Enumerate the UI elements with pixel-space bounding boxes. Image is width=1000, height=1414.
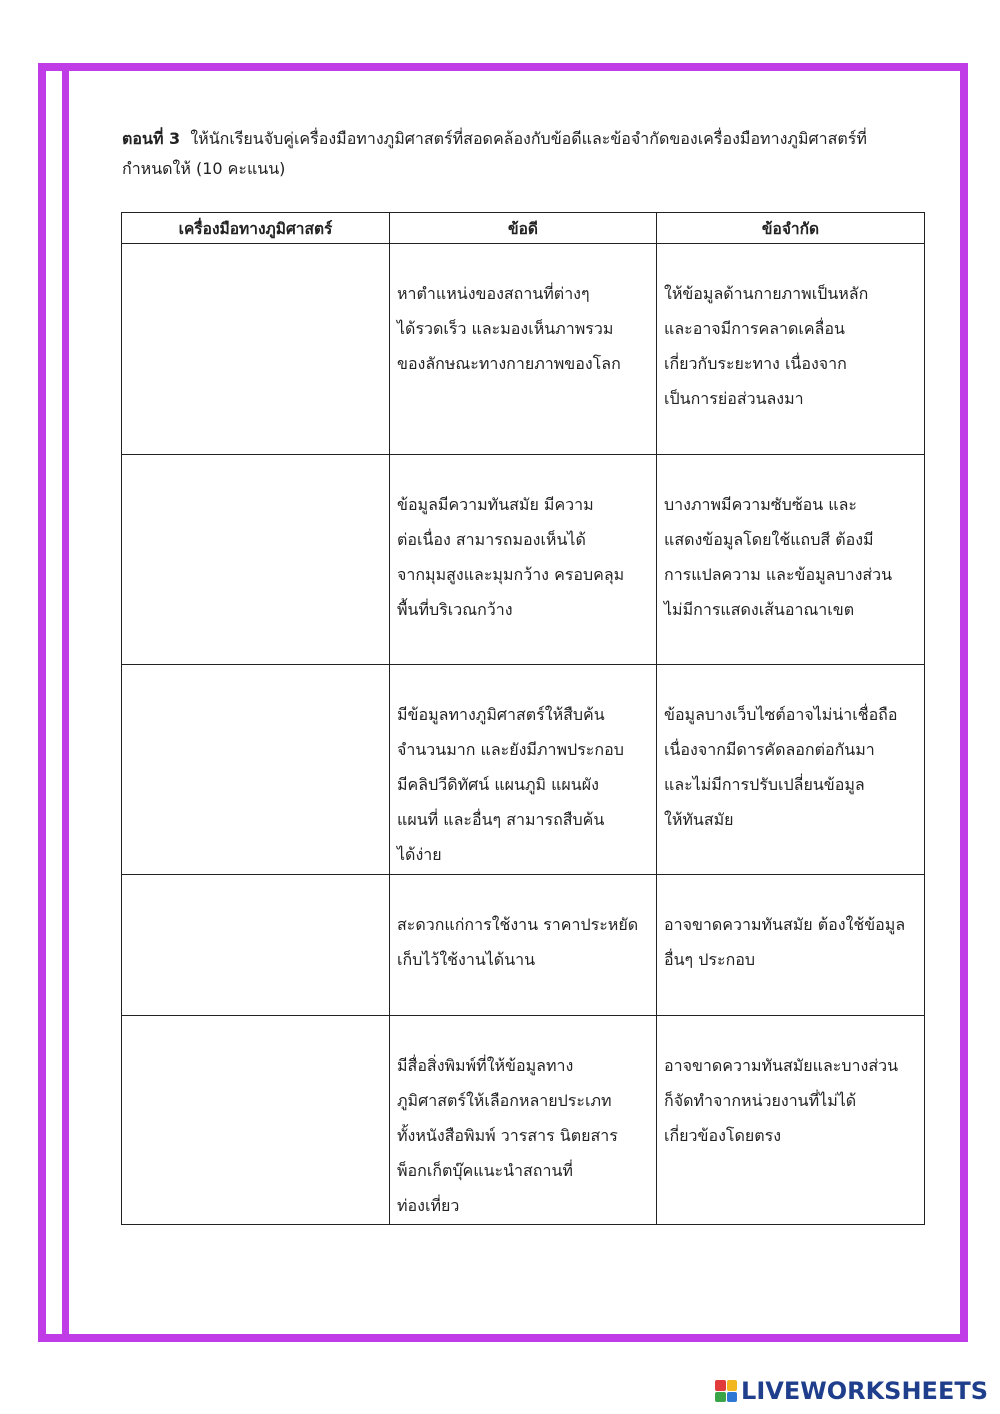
text-line: จำนวนมาก และยังมีภาพประกอบ — [397, 740, 624, 759]
advantages-cell — [390, 1016, 657, 1225]
page-border-inner-line — [62, 71, 69, 1334]
column-header-advantages: ข้อดี — [390, 213, 657, 244]
text-line: เนื่องจากมีดารคัดลอกต่อกันมา — [664, 740, 875, 759]
matching-table — [121, 212, 925, 1225]
table-header-row — [122, 213, 925, 244]
limitations-cell — [657, 1016, 925, 1225]
text-line: และไม่มีการปรับเปลี่ยนข้อมูล — [664, 775, 865, 794]
text-line: พ็อกเก็ตบุ๊คแนะนำสถานที่ — [397, 1161, 573, 1180]
limitations-cell — [657, 244, 925, 455]
text-line: เก็บไว้ใช้งานได้นาน — [397, 950, 536, 969]
advantages-cell — [390, 875, 657, 1016]
text-line: ได้ง่าย — [397, 845, 442, 864]
answer-drop-cell[interactable] — [122, 875, 390, 1016]
text-line: มีข้อมูลทางภูมิศาสตร์ให้สืบค้น — [397, 705, 605, 724]
text-line: ได้รวดเร็ว และมองเห็นภาพรวม — [397, 319, 614, 338]
text-line: และอาจมีการคลาดเคลื่อน — [664, 319, 845, 338]
table-row — [122, 455, 925, 665]
text-line: ให้ทันสมัย — [664, 810, 734, 829]
instructions — [122, 124, 912, 184]
column-header-limitations: ข้อจำกัด — [657, 213, 925, 244]
advantages-cell — [390, 455, 657, 665]
table-row — [122, 1016, 925, 1225]
text-line: ของลักษณะทางกายภาพของโลก — [397, 354, 621, 373]
advantages-cell — [390, 665, 657, 875]
limitations-cell — [657, 665, 925, 875]
text-line: หาตำแหน่งของสถานที่ต่างๆ — [397, 284, 590, 303]
text-line: พื้นที่บริเวณกว้าง — [397, 600, 513, 619]
table-row — [122, 875, 925, 1016]
instructions-label: ตอนที่ 3 — [122, 129, 181, 148]
text-line: แสดงข้อมูลโดยใช้แถบสี ต้องมี — [664, 530, 874, 549]
text-line: บางภาพมีความซับซ้อน และ — [664, 495, 858, 514]
text-line: ข้อมูลมีความทันสมัย มีความ — [397, 495, 594, 514]
answer-drop-cell[interactable] — [122, 1016, 390, 1225]
text-line: ท่องเที่ยว — [397, 1196, 460, 1215]
table-row — [122, 665, 925, 875]
text-line: การแปลความ และข้อมูลบางส่วน — [664, 565, 893, 584]
text-line: ต่อเนื่อง สามารถมองเห็นได้ — [397, 530, 586, 549]
text-line: อาจขาดความทันสมัย ต้องใช้ข้อมูล — [664, 915, 906, 934]
text-line: ให้ข้อมูลด้านกายภาพเป็นหลัก — [664, 284, 869, 303]
text-line: ภูมิศาสตร์ให้เลือกหลายประเภท — [397, 1091, 612, 1110]
text-line: สะดวกแก่การใช้งาน ราคาประหยัด — [397, 915, 639, 934]
text-line: เกี่ยวกับระยะทาง เนื่องจาก — [664, 354, 847, 373]
limitations-cell — [657, 875, 925, 1016]
text-line: อาจขาดความทันสมัยและบางส่วน — [664, 1056, 899, 1075]
limitations-cell — [657, 455, 925, 665]
text-line: เกี่ยวข้องโดยตรง — [664, 1126, 782, 1145]
answer-drop-cell[interactable] — [122, 455, 390, 665]
text-line: จากมุมสูงและมุมกว้าง ครอบคลุม — [397, 565, 625, 584]
liveworksheets-logo[interactable] — [715, 1376, 988, 1406]
answer-drop-cell[interactable] — [122, 244, 390, 455]
text-line: มีคลิปวีดิทัศน์ แผนภูมิ แผนผัง — [397, 775, 599, 794]
liveworksheets-logo-icon — [715, 1380, 737, 1402]
text-line: ก็จัดทำจากหน่วยงานที่ไม่ได้ — [664, 1091, 857, 1110]
text-line: ทั้งหนังสือพิมพ์ วารสาร นิตยสาร — [397, 1126, 618, 1145]
logo-text: LIVEWORKSHEETS — [741, 1377, 988, 1405]
text-line: ข้อมูลบางเว็บไซต์อาจไม่น่าเชื่อถือ — [664, 705, 898, 724]
instructions-text: ให้นักเรียนจับคู่เครื่องมือทางภูมิศาสตร์ที่สอดคล้องกับข้อดีและข้อจำกัดของเครื่องมือทางภูมิศาสตร์ที่กำหนดให้ (10 คะแนน) — [122, 129, 867, 178]
table-row — [122, 244, 925, 455]
text-line: ไม่มีการแสดงเส้นอาณาเขต — [664, 600, 855, 619]
text-line: แผนที่ และอื่นๆ สามารถสืบค้น — [397, 810, 605, 829]
text-line: อื่นๆ ประกอบ — [664, 950, 756, 969]
answer-drop-cell[interactable] — [122, 665, 390, 875]
column-header-tool: เครื่องมือทางภูมิศาสตร์ — [122, 213, 390, 244]
text-line: มีสื่อสิ่งพิมพ์ที่ให้ข้อมูลทาง — [397, 1056, 574, 1075]
text-line: เป็นการย่อส่วนลงมา — [664, 389, 804, 408]
advantages-cell — [390, 244, 657, 455]
